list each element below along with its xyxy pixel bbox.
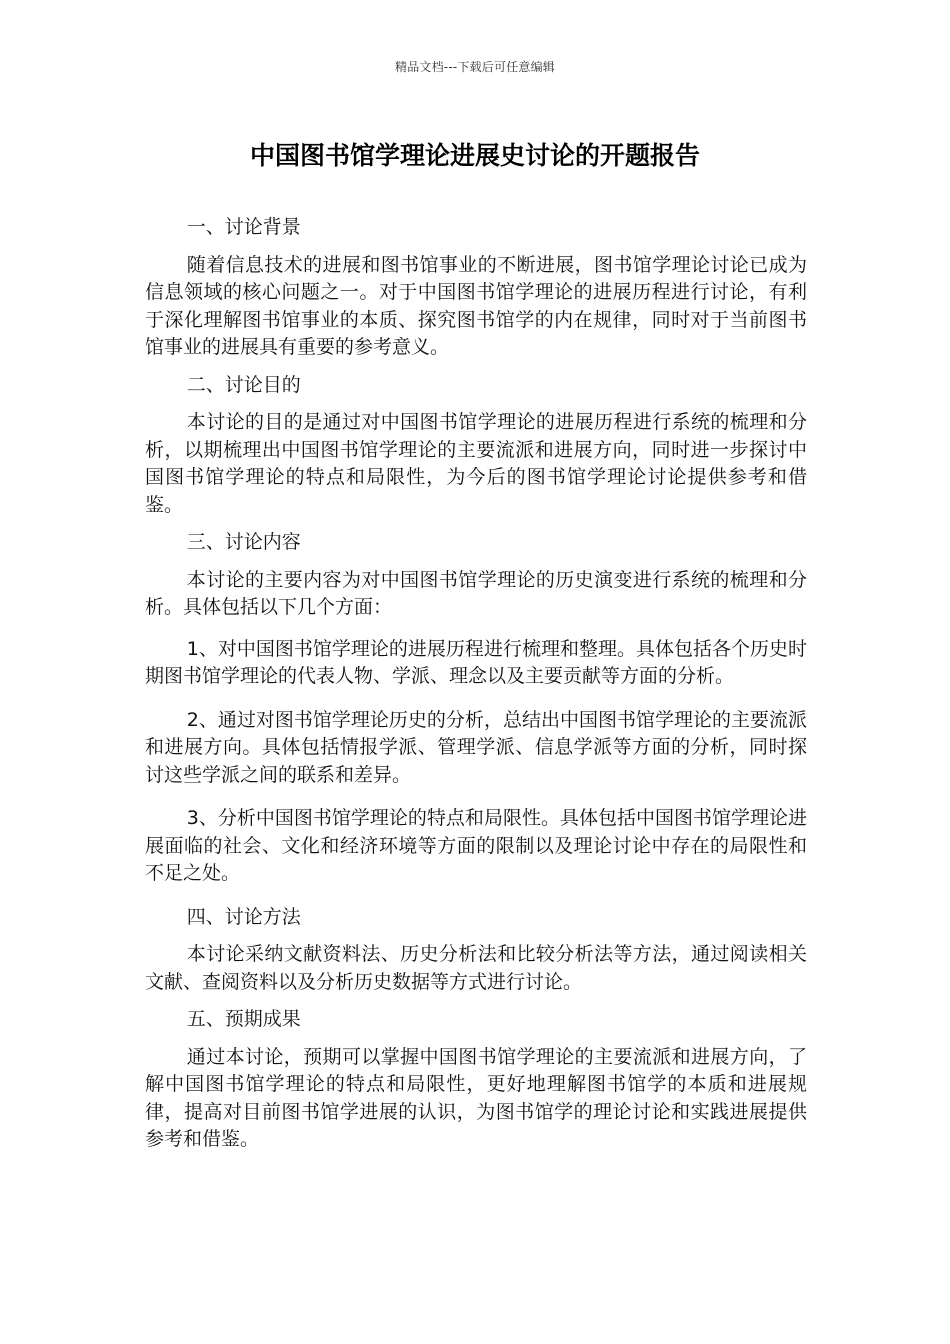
paragraph-purpose: 本讨论的目的是通过对中国图书馆学理论的进展历程进行系统的梳理和分析，以期梳理出中国图书馆学理论的主要流派和进展方向，同时进一步探讨中国图书馆学理论的特点和局限性，为今后的图书馆学理论讨论提供参考和借鉴。	[145, 411, 807, 516]
paragraph-method: 本讨论采纳文献资料法、历史分析法和比较分析法等方法，通过阅读相关文献、查阅资料以及分析历史数据等方式进行讨论。	[145, 943, 807, 993]
paragraph-background: 随着信息技术的进展和图书馆事业的不断进展，图书馆学理论讨论已成为信息领域的核心问题之一。对于中国图书馆学理论的进展历程进行讨论，有利于深化理解图书馆事业的本质、探究图书馆学的内在规律，同时对于当前图书馆事业的进展具有重要的参考意义。	[145, 253, 807, 358]
paragraph-content-intro: 本讨论的主要内容为对中国图书馆学理论的历史演变进行系统的梳理和分析。具体包括以下几个方面：	[145, 568, 807, 618]
paragraph-expected-results: 通过本讨论，预期可以掌握中国图书馆学理论的主要流派和进展方向，了解中国图书馆学理论的特点和局限性，更好地理解图书馆学的本质和进展规律，提高对目前图书馆学进展的认识，为图书馆学的理论讨论和实践进展提供参考和借鉴。	[145, 1045, 807, 1150]
list-item-content-3: 3、分析中国图书馆学理论的特点和局限性。具体包括中国图书馆学理论进展面临的社会、文化和经济环境等方面的限制以及理论讨论中存在的局限性和不足之处。	[145, 807, 807, 884]
section-heading-method: 四、讨论方法	[186, 905, 301, 928]
document-title: 中国图书馆学理论进展史讨论的开题报告	[249, 141, 700, 170]
page-header-note: 精品文档---下载后可任意编辑	[395, 60, 555, 74]
document-body	[145, 214, 807, 1154]
section-heading-background: 一、讨论背景	[186, 216, 301, 238]
section-heading-content: 三、讨论内容	[186, 531, 301, 553]
list-item-content-2: 2、通过对图书馆学理论历史的分析，总结出中国图书馆学理论的主要流派和进展方向。具体包括情报学派、管理学派、信息学派等方面的分析，同时探讨这些学派之间的联系和差异。	[145, 708, 807, 786]
section-heading-purpose: 二、讨论目的	[186, 373, 301, 396]
list-item-content-1: 1、对中国图书馆学理论的进展历程进行梳理和整理。具体包括各个历史时期图书馆学理论的代表人物、学派、理念以及主要贡献等方面的分析。	[145, 637, 807, 687]
section-heading-expected-results: 五、预期成果	[186, 1008, 301, 1030]
